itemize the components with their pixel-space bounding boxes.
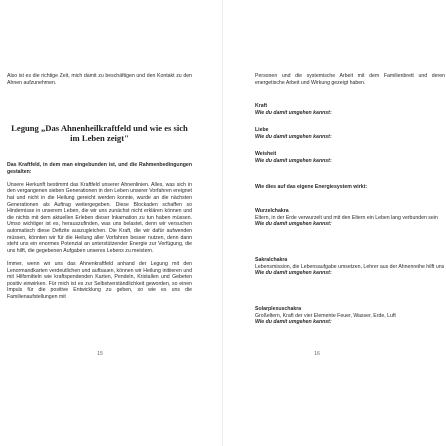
chakra-text: Eltern, in der Erde verwurzelt und mit den Eltern ein Leben lang verbunden sein (255, 214, 438, 221)
page-number-right: 16 (314, 351, 320, 357)
chakra-wurzel (255, 208, 445, 228)
chakra-text: Großeltern, Kraft der vier Elemente Feuer, Wasser, Erde, Luft (255, 312, 396, 319)
chapter-heading: Legung „Das Ahnenheilkraftfeld und wie es sich im Leben zeigt" (11, 123, 188, 143)
item-question: Wie du damit umgehen kannst: (255, 157, 332, 164)
chakra-title: Wurzelchakra (255, 208, 289, 214)
body-paragraph-1: Unsere Herkunft bestimmt das Kraftfeld unserer Ahnenlinien. Alles, was sich in den vergangenen sieben Generationen in den Leben unserer Vorfahren ereignet hat und nicht in die Heilung gereicht werden konnte, wurde an die nächsten Generationen als Auftrag weitergegeben. Diese Blockaden schaffen so Hindernisse in unserem Leben, die wir uns zunächst nicht erklären können und die nichts mit dem aktuellen Erleben dieser Inkarnation zu tun haben müssen. Umso wichtiger ist es, herauszufinden, was uns belastet, denn wir versuchen automatisch diese Defizite auszugleichen. Die Kraft, die wir dafür aufwenden müssen, könnten wir für die Heilung aller Vorfahren besser nutzen, denn dann steht uns ein enormes Potenzial an unterstützender Energie zur Verfügung, die uns hilft, die gegebenen Aufgaben unseres Lebens zu meistern. (7, 181, 192, 254)
right-intro-text: Personen und die systemische Arbeit mit dem Familienbrett und deren energetische Arbeit und Wirkung gezeigt haben. (255, 73, 445, 86)
lead-paragraph: Das Kraftfeld, in dem man eingebunden ist, und die Rahmenbedingungen gestalten: (7, 162, 192, 175)
page-number-left: 15 (97, 351, 103, 357)
chakra-sakral (255, 257, 445, 277)
item-weisheit (255, 151, 445, 164)
chakra-question: Wie du damit umgehen kannst: (255, 221, 332, 228)
left-intro-text: Also ist es die richtige Zeit, mich damit zu beschäftigen und den Kontakt zu den Ahnen aufzunehmen. (7, 73, 192, 86)
right-page-column (255, 73, 445, 93)
item-kraft (255, 103, 445, 116)
section-heading: Wie dies auf das eigene Energiesystem wirkt: (255, 184, 368, 190)
chakra-solarplexus (255, 306, 445, 326)
item-title: Liebe (255, 127, 269, 133)
item-title: Kraft (255, 103, 268, 109)
chakra-question: Wie du damit umgehen kannst: (255, 319, 332, 326)
item-question: Wie du damit umgehen kannst: (255, 109, 332, 116)
item-question: Wie du damit umgehen kannst: (255, 133, 332, 140)
left-page-column (7, 73, 192, 93)
item-title: Weisheit (255, 151, 277, 157)
chakra-title: Solarplexuschakra (255, 306, 302, 312)
chakra-title: Sakralchakra (255, 257, 288, 263)
left-body (7, 162, 192, 307)
right-page (223, 0, 446, 446)
chakra-question: Wie du damit umgehen kannst: (255, 270, 332, 277)
item-liebe (255, 127, 445, 140)
chakra-text: Lebensmission, die Lebensaufgabe umsetzen, Lehrer aus der Ahnenreihe hilft uns (255, 263, 445, 270)
body-paragraph-2: Immer, wenn wir uns das Ahnenkraftfeld anhand der Legung mit den Lenormandkarten verdeutlichen und aufbauen, können wir Heilung initiieren und mit Hilfsmitteln wie kraftspendenden Karten, Pendeln, Kristallen und Gebeten positiv einwirken. Für mich ist es zur Selbstverständlichkeit geworden, so einen Impuls für die positive Entwicklung zu geben, so wie es uns die Familienaufstellungen mit (7, 260, 192, 300)
